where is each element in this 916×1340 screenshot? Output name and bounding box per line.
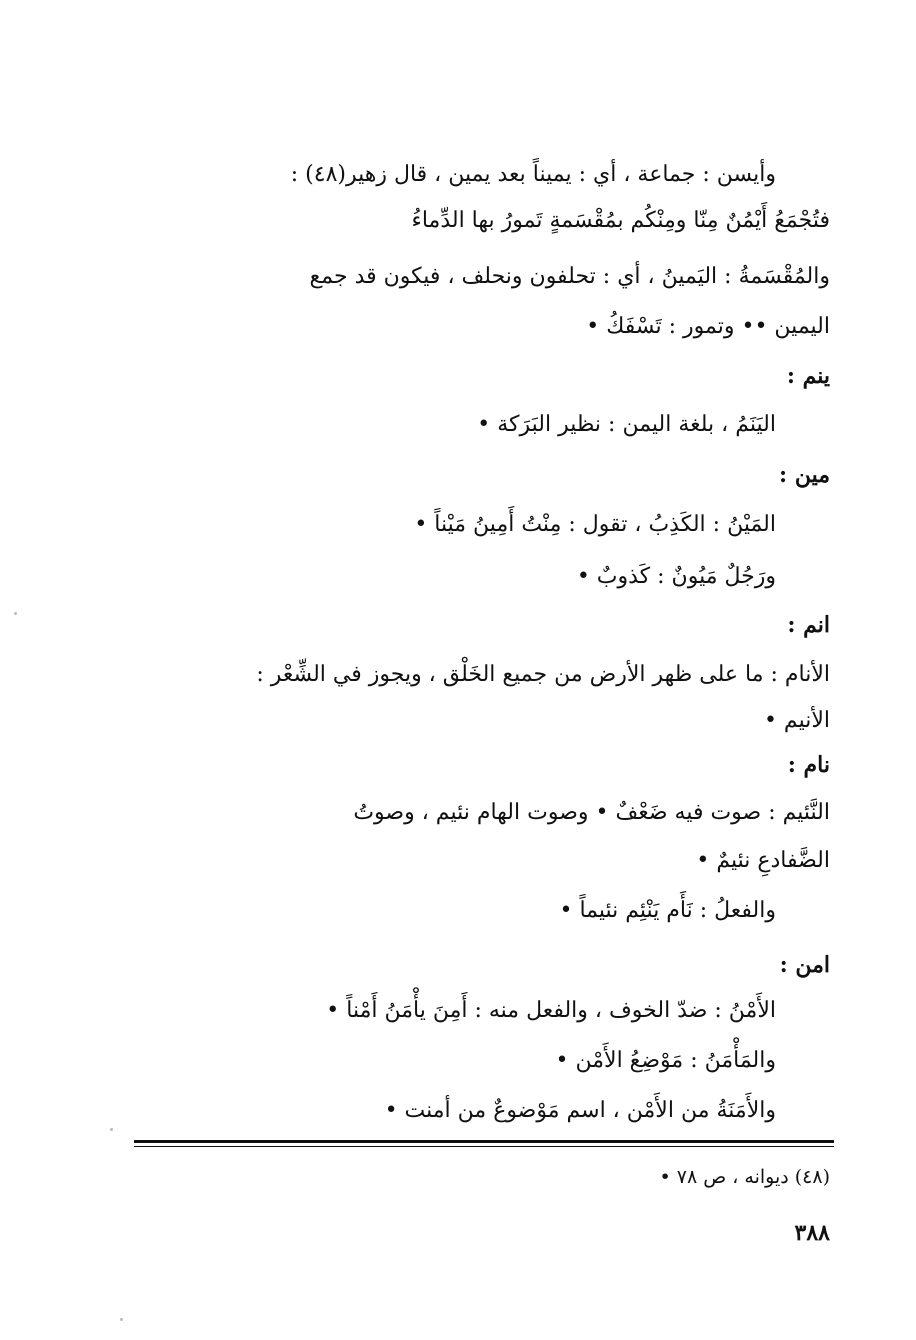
text-line: الأنيم • <box>763 708 830 733</box>
text-line: والفعلُ : نَأَم يَنْئِم نئيماً • <box>559 898 776 923</box>
entry-heading: مين : <box>779 462 830 488</box>
text-line: اليمين •• وتمور : تَسْفَكُ • <box>586 314 830 339</box>
text-line: اليَنَمُ ، بلغة اليمن : نظير البَرَكة • <box>477 412 776 437</box>
poem-verse: فتُجْمَعُ أَيْمُنٌ مِنّا ومِنْكُم بمُقْسَمةٍ تَمورُ بها الدِّماءُ <box>411 208 830 233</box>
text-line: ورَجُلٌ مَيُونٌ : كَذوبٌ • <box>576 564 776 589</box>
footnote-divider-thin <box>134 1146 834 1147</box>
text-line: الأَمْنُ : ضدّ الخوف ، والفعل منه : أَمِنَ يأْمَنُ أَمْناً • <box>326 998 776 1023</box>
text-line: والمَأْمَنُ : مَوْضِعُ الأَمْن • <box>555 1048 776 1073</box>
entry-heading: ينم : <box>786 363 830 389</box>
text-line: والأَمَنَةُ من الأَمْن ، اسم مَوْضوعٌ من أمنت • <box>384 1098 776 1123</box>
page-number: ٣٨٨ <box>794 1220 830 1246</box>
text-line: وأيسن : جماعة ، أي : يميناً بعد يمين ، قال زهير(٤٨) : <box>290 162 776 187</box>
entry-heading: انم : <box>787 612 830 638</box>
speck <box>14 612 17 615</box>
footnote-divider <box>134 1140 834 1143</box>
speck <box>120 1318 123 1321</box>
text-line: والمُقْسَمةُ : اليَمينُ ، أي : تحلفون ونحلف ، فيكون قد جمع <box>309 264 830 289</box>
entry-heading: نام : <box>787 752 830 778</box>
text-line: الضَّفادعِ نئيمٌ • <box>696 848 830 873</box>
speck <box>110 1128 113 1131</box>
footnote: (٤٨) ديوانه ، ص ٧٨ • <box>659 1166 830 1188</box>
text-line: المَيْنُ : الكَذِبُ ، تقول : مِنْتُ أَمِينُ مَيْناً • <box>414 512 776 537</box>
entry-heading: امن : <box>779 952 830 978</box>
text-line: الأنام : ما على ظهر الأرض من جميع الخَلْق ، ويجوز في الشِّعْر : <box>256 662 830 687</box>
text-line: النَّئيم : صوت فيه ضَعْفٌ • وصوت الهام نئيم ، وصوتُ <box>353 800 830 825</box>
